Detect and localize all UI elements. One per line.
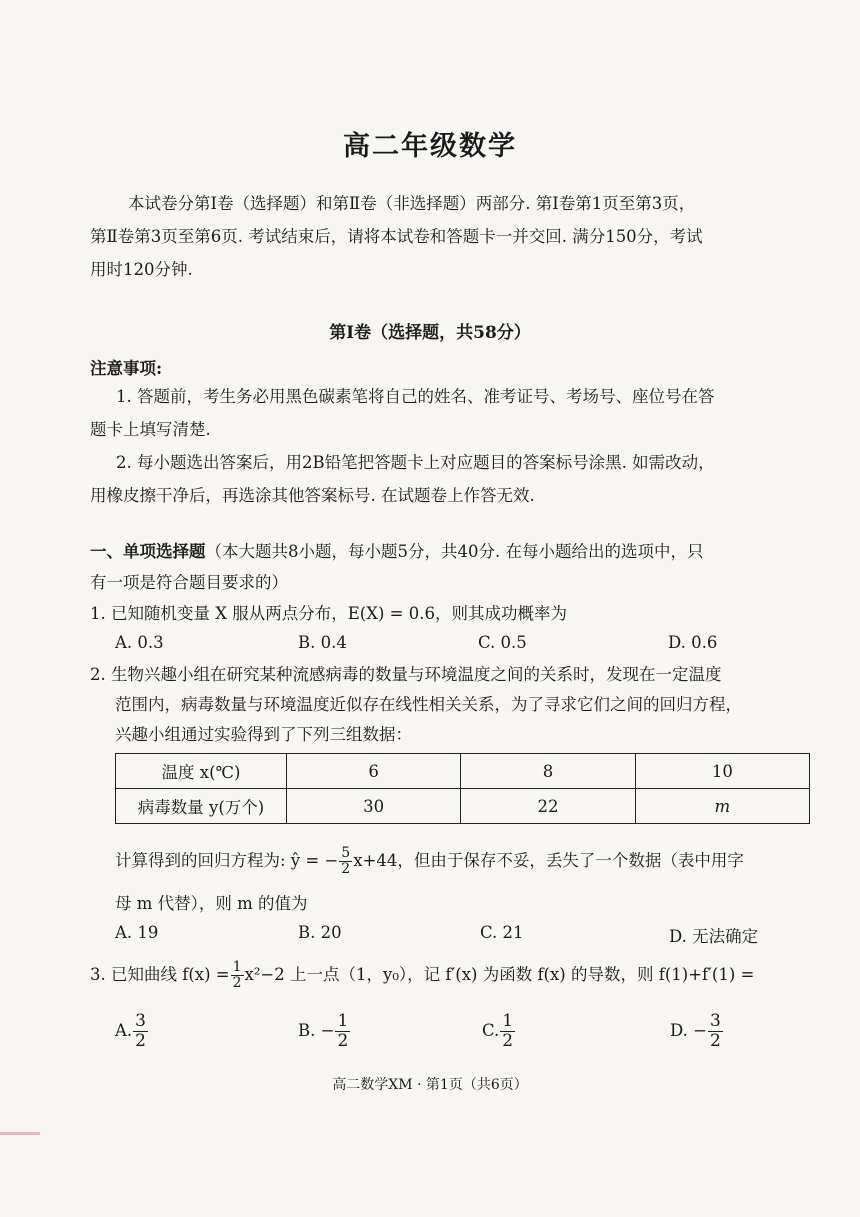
q3-option-c [482,1012,516,1051]
table-cell-virus-header: 病毒数量 y(万个) [116,789,287,824]
q3-frac-num: 1 [232,959,242,975]
q2-line-2: 范围内，病毒数量与环境温度近似存在线性相关关系，为了寻求它们之间的回归方程， [115,695,742,714]
option-frac-num: 1 [502,1011,514,1031]
q1-option-b: B. 0.4 [298,633,347,652]
q3-stem-pre: 3. 已知曲线 f(x) = [90,965,230,984]
part1-heading: 一、单项选择题 [90,542,206,561]
table-cell: 22 [461,789,635,824]
q1-option-a: A. 0.3 [115,633,164,652]
q2-regression-line [115,846,744,877]
exam-title: 高二年级数学 [343,131,517,162]
note-1-line-1: 1. 答题前，考生务必用黑色碳素笔将自己的姓名、准考证号、考场号、座位号在答 [116,387,715,406]
q1-option-d: D. 0.6 [668,633,718,652]
option-label: D. [670,1021,688,1040]
intro-line-3: 用时120分钟. [90,260,193,279]
part1-desc-1: （本大题共8小题，每小题5分，共40分. 在每小题给出的选项中，只 [205,542,704,561]
option-label: B. [298,1021,316,1040]
q3-stem-post: x²−2 上一点（1，y₀），记 f′(x) 为函数 f(x) 的导数，则 f(1)+f′(1) = [244,965,755,984]
table-row [116,754,810,789]
scan-mark [0,1132,40,1135]
option-label: A. [115,1021,133,1040]
table-cell: 10 [635,754,809,789]
table-row [116,789,810,824]
option-fraction [500,1012,515,1051]
table-cell: 6 [287,754,461,789]
intro-line-2: 第Ⅱ卷第3页至第6页. 考试结束后，请将本试卷和答题卡一并交回. 满分150分，考试 [90,227,703,246]
note-2-line-2: 用橡皮擦干净后，再选涂其他答案标号. 在试题卷上作答无效. [90,486,535,505]
q3-frac-den: 2 [232,975,242,991]
part1-desc-2: 有一项是符合题目要求的） [90,573,288,592]
q2-option-d: D. 无法确定 [669,927,759,946]
table-cell: m [635,789,809,824]
q3-option-a [115,1012,149,1051]
option-sign: − [320,1021,335,1040]
q2-after-line-2: 母 m 代替），则 m 的值为 [115,894,308,913]
q2-frac-den: 2 [341,861,351,877]
table-cell: 8 [461,754,635,789]
option-fraction [133,1012,148,1051]
q2-fraction [339,846,352,877]
q3-fraction [231,960,244,991]
q2-option-a: A. 19 [115,923,159,942]
q3-option-d [670,1012,724,1051]
q2-line-1: 2. 生物兴趣小组在研究某种流感病毒的数量与环境温度之间的关系时，发现在一定温度 [90,665,722,684]
option-frac-num: 3 [135,1011,146,1031]
notes-heading: 注意事项: [90,359,163,378]
table-cell-temperature-header: 温度 x(℃) [116,754,287,789]
q3-option-b [298,1012,351,1051]
option-label: C. [482,1021,500,1040]
option-frac-den: 2 [709,1031,721,1051]
q2-frac-num: 5 [341,845,351,861]
q2-option-c: C. 21 [480,923,524,942]
option-frac-den: 2 [135,1031,146,1051]
option-fraction [335,1012,350,1051]
q1-option-c: C. 0.5 [478,633,527,652]
section-title: 第Ⅰ卷（选择题，共58分） [329,323,531,343]
option-frac-num: 1 [337,1011,349,1031]
q2-option-b: B. 20 [298,923,342,942]
note-1-line-2: 题卡上填写清楚. [90,420,211,439]
q2-line-3: 兴趣小组通过实验得到了下列三组数据： [115,725,412,744]
option-frac-num: 3 [709,1011,721,1031]
page-footer: 高二数学XM · 第1页（共6页） [332,1077,528,1093]
option-sign: − [693,1021,707,1040]
note-2-line-1: 2. 每小题选出答案后，用2B铅笔把答题卡上对应题目的答案标号涂黑. 如需改动， [116,453,715,472]
q2-regression-post: x+44，但由于保存不妥，丢失了一个数据（表中用字 [353,851,744,870]
q2-regression-pre: 计算得到的回归方程为: ŷ = − [115,851,339,870]
table-cell: 30 [287,789,461,824]
option-frac-den: 2 [337,1031,349,1051]
part1-heading-line [90,541,703,563]
intro-line-1: 本试卷分第Ⅰ卷（选择题）和第Ⅱ卷（非选择题）两部分. 第Ⅰ卷第1页至第3页， [128,194,696,213]
q2-data-table [115,753,810,824]
q1-stem: 1. 已知随机变量 X 服从两点分布，E(X) = 0.6，则其成功概率为 [90,604,567,623]
option-frac-den: 2 [502,1031,514,1051]
q3-stem [90,960,754,991]
option-fraction [708,1012,723,1051]
